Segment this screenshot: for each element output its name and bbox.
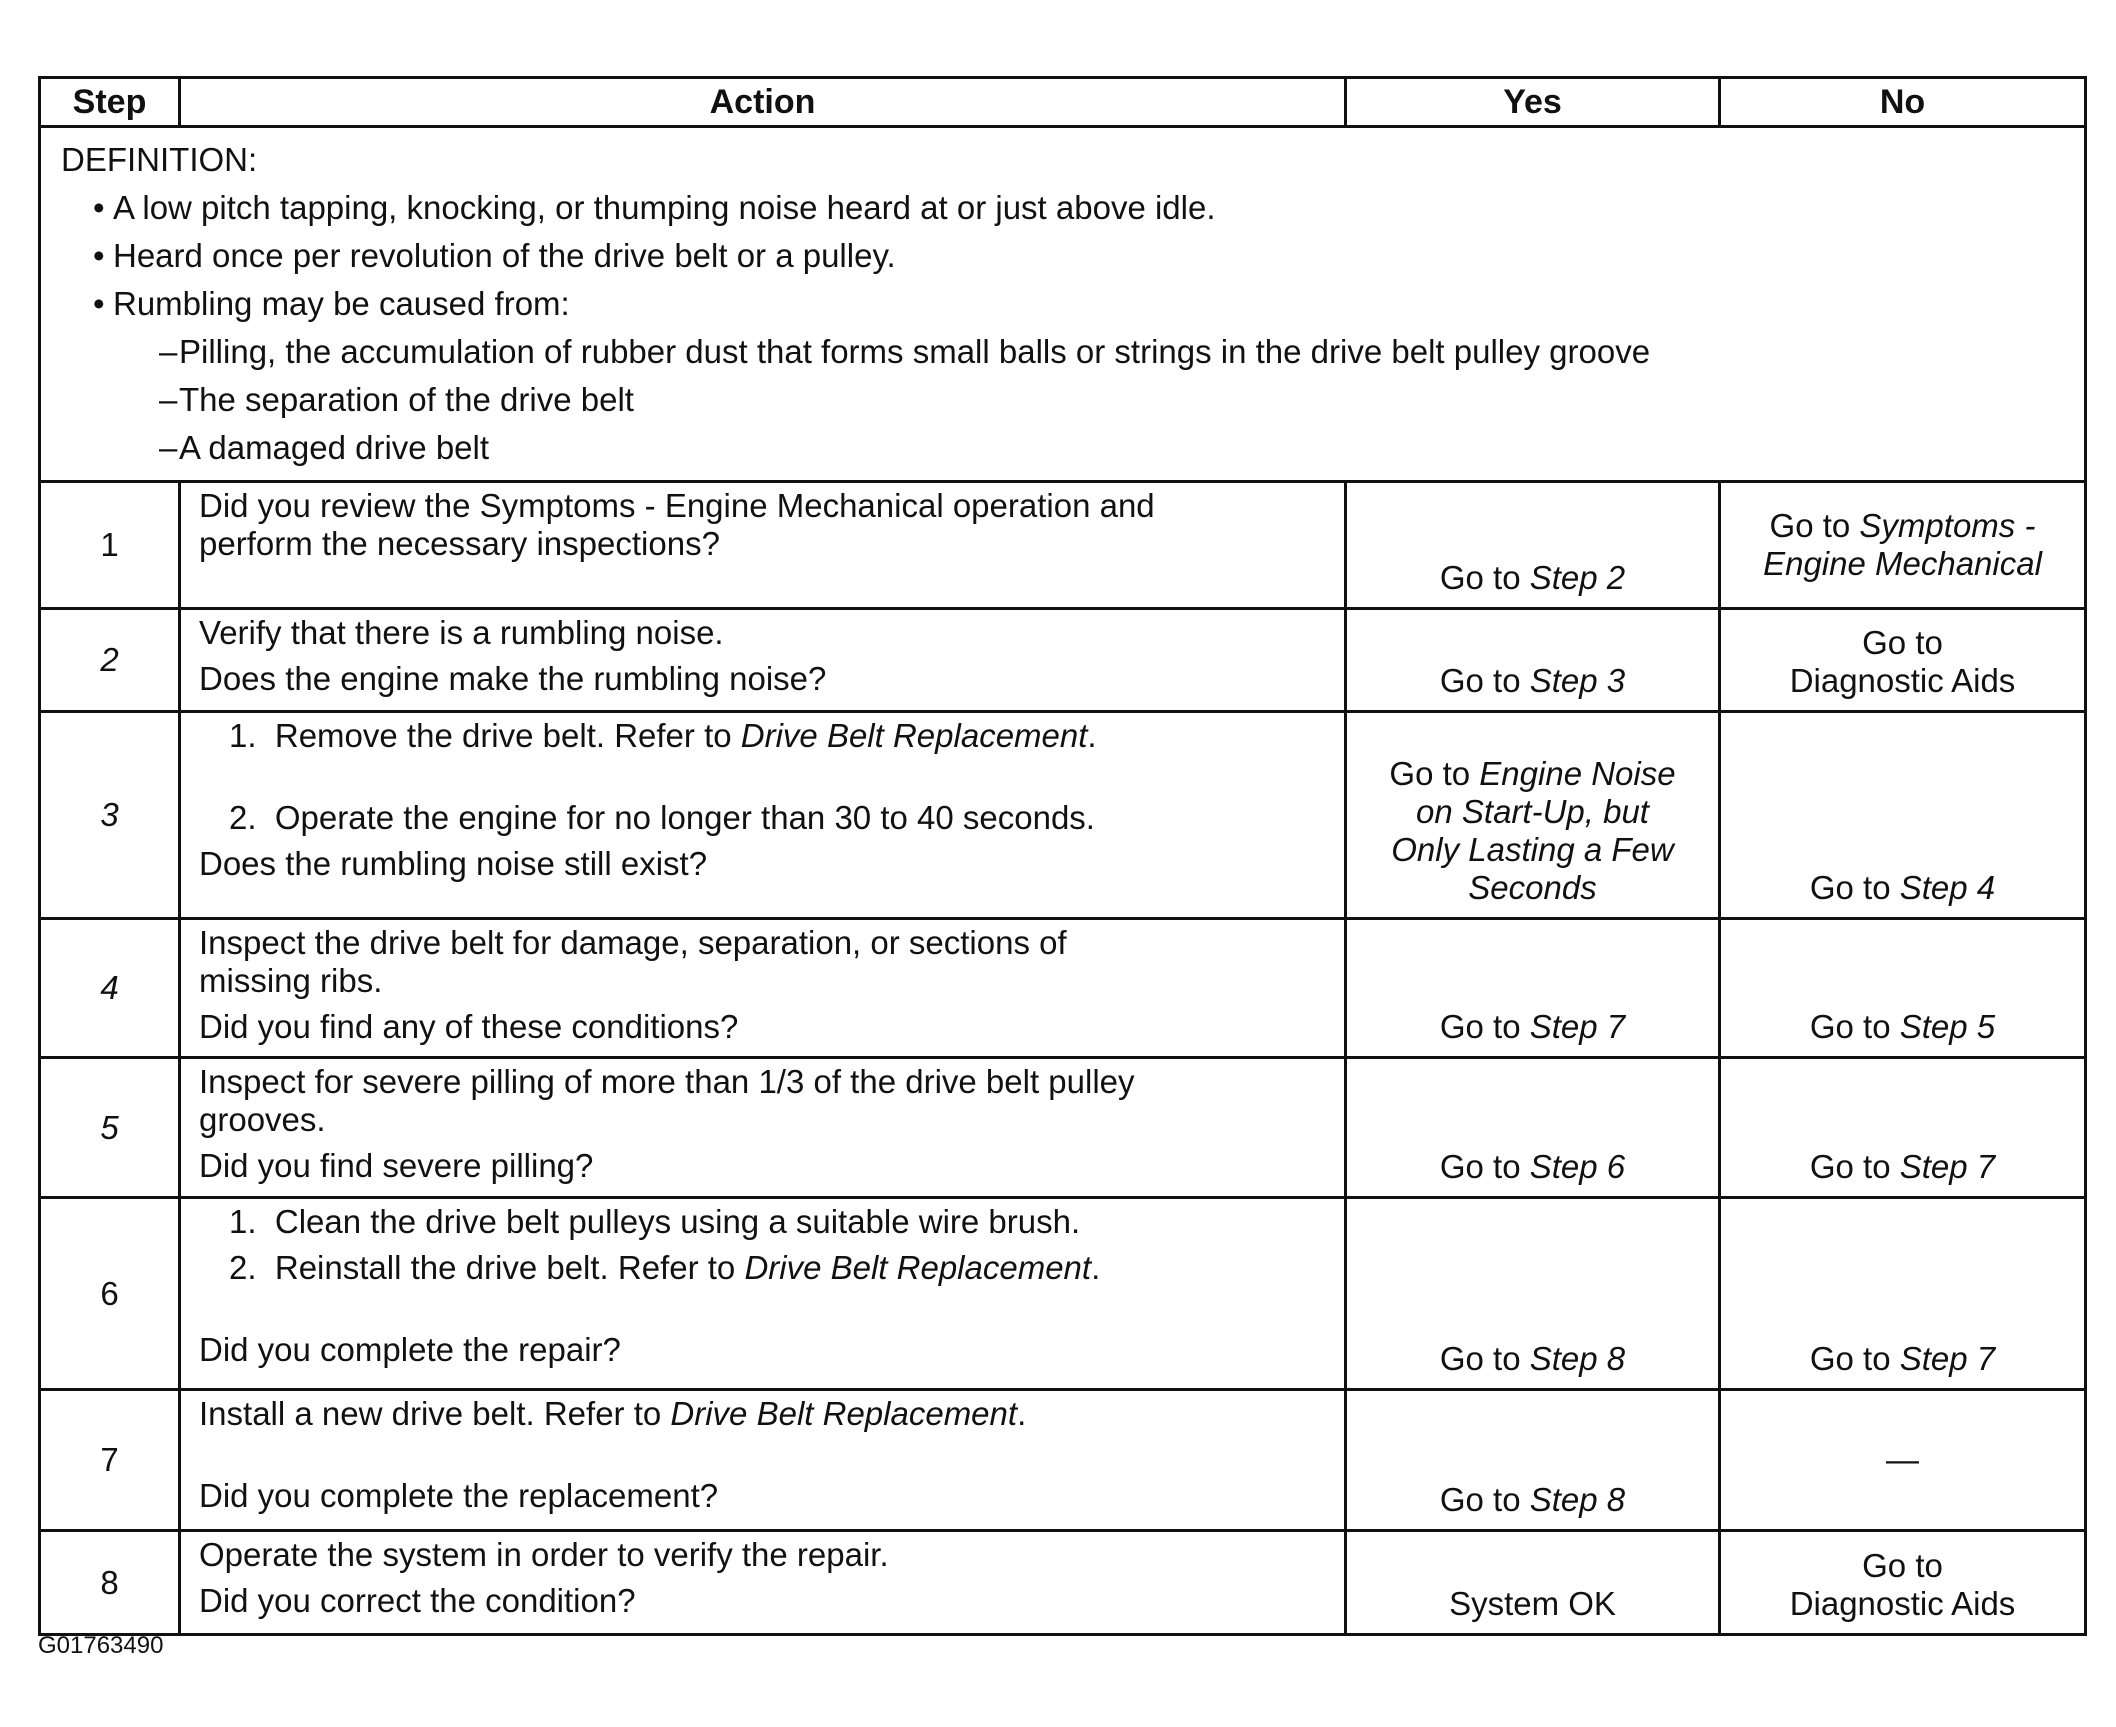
step-number: 2 <box>40 609 180 712</box>
action-line: grooves. <box>199 1101 326 1138</box>
definition-row <box>40 127 2086 482</box>
step-number: 8 <box>40 1531 180 1635</box>
definition-bullet: • A low pitch tapping, knocking, or thumping noise heard at or just above idle. <box>61 184 2064 232</box>
table-row <box>40 1390 2086 1531</box>
step-number: 7 <box>40 1390 180 1531</box>
step-number: 3 <box>40 712 180 919</box>
yes-result: System OK <box>1346 1531 1720 1635</box>
action-column-header: Action <box>180 78 1346 127</box>
no-result: Go to Step 7 <box>1720 1198 2086 1390</box>
step-number: 4 <box>40 919 180 1058</box>
table-row <box>40 712 2086 919</box>
step-action <box>180 919 1346 1058</box>
table-row <box>40 1058 2086 1198</box>
diagnostic-table <box>38 76 2087 1636</box>
step-number: 5 <box>40 1058 180 1198</box>
step-number: 1 <box>40 482 180 609</box>
action-line: missing ribs. <box>199 962 383 999</box>
step-action <box>180 1058 1346 1198</box>
yes-result: Go to Step 8 <box>1346 1390 1720 1531</box>
step-action <box>180 1390 1346 1531</box>
step-action <box>180 1198 1346 1390</box>
action-line: Inspect for severe pilling of more than 1/3 of the drive belt pulley <box>199 1063 1135 1100</box>
step-action <box>180 1531 1346 1635</box>
definition-list <box>61 184 2064 472</box>
definition-bullet: • Rumbling may be caused from: <box>61 280 2064 328</box>
action-line: Did you correct the condition? <box>199 1582 636 1619</box>
action-item: 1. Clean the drive belt pulleys using a suitable wire brush. <box>229 1203 1081 1240</box>
step-column-header: Step <box>40 78 180 127</box>
table-row <box>40 919 2086 1058</box>
action-line: Verify that there is a rumbling noise. <box>199 614 724 651</box>
action-question: Did you complete the replacement? <box>199 1477 719 1514</box>
yes-column-header: Yes <box>1346 78 1720 127</box>
table-row <box>40 1198 2086 1390</box>
yes-result: Go to Step 3 <box>1346 609 1720 712</box>
action-line: Did you find any of these conditions? <box>199 1008 739 1045</box>
definition-cell <box>40 127 2086 482</box>
diagnostic-table-container <box>38 76 2084 1636</box>
table-row <box>40 609 2086 712</box>
definition-subitem: – Pilling, the accumulation of rubber dust that forms small balls or strings in the drive belt pulley groove <box>61 328 2064 376</box>
no-result: Go to Diagnostic Aids <box>1720 1531 2086 1635</box>
no-result: — <box>1720 1390 2086 1531</box>
figure-id: G01763490 <box>38 1632 164 1659</box>
yes-result: Go to Step 7 <box>1346 919 1720 1058</box>
step-action <box>180 609 1346 712</box>
no-result: Go to Step 7 <box>1720 1058 2086 1198</box>
action-line: Did you review the Symptoms - Engine Mechanical operation and <box>199 487 1155 524</box>
table-row <box>40 482 2086 609</box>
no-result: Go to Diagnostic Aids <box>1720 609 2086 712</box>
action-line: Install a new drive belt. Refer to Drive Belt Replacement. <box>199 1395 1027 1432</box>
action-line: Inspect the drive belt for damage, separation, or sections of <box>199 924 1067 961</box>
action-line: Operate the system in order to verify the repair. <box>199 1536 889 1573</box>
definition-subitem: – The separation of the drive belt <box>61 376 2064 424</box>
definition-subitem: – A damaged drive belt <box>61 424 2064 472</box>
definition-bullet: • Heard once per revolution of the drive belt or a pulley. <box>61 232 2064 280</box>
step-action <box>180 482 1346 609</box>
action-line: Does the engine make the rumbling noise? <box>199 660 827 697</box>
action-question: Did you complete the repair? <box>199 1331 621 1368</box>
action-line: Did you find severe pilling? <box>199 1147 594 1184</box>
yes-result: Go to Step 8 <box>1346 1198 1720 1390</box>
yes-result: Go to Step 6 <box>1346 1058 1720 1198</box>
definition-title: DEFINITION: <box>61 141 258 178</box>
step-action <box>180 712 1346 919</box>
action-item: 1. Remove the drive belt. Refer to Drive Belt Replacement. <box>229 717 1097 754</box>
no-result: Go to Symptoms - Engine Mechanical <box>1720 482 2086 609</box>
action-item: 2. Reinstall the drive belt. Refer to Drive Belt Replacement. <box>229 1249 1101 1286</box>
no-result: Go to Step 5 <box>1720 919 2086 1058</box>
action-question: Does the rumbling noise still exist? <box>199 845 708 882</box>
action-line: perform the necessary inspections? <box>199 525 720 562</box>
table-row <box>40 1531 2086 1635</box>
header-row <box>40 78 2086 127</box>
no-column-header: No <box>1720 78 2086 127</box>
step-number: 6 <box>40 1198 180 1390</box>
no-result: Go to Step 4 <box>1720 712 2086 919</box>
yes-result: Go to Step 2 <box>1346 482 1720 609</box>
yes-result: Go to Engine Noise on Start-Up, but Only Lasting a Few Seconds <box>1346 712 1720 919</box>
action-item: 2. Operate the engine for no longer than 30 to 40 seconds. <box>229 799 1095 836</box>
